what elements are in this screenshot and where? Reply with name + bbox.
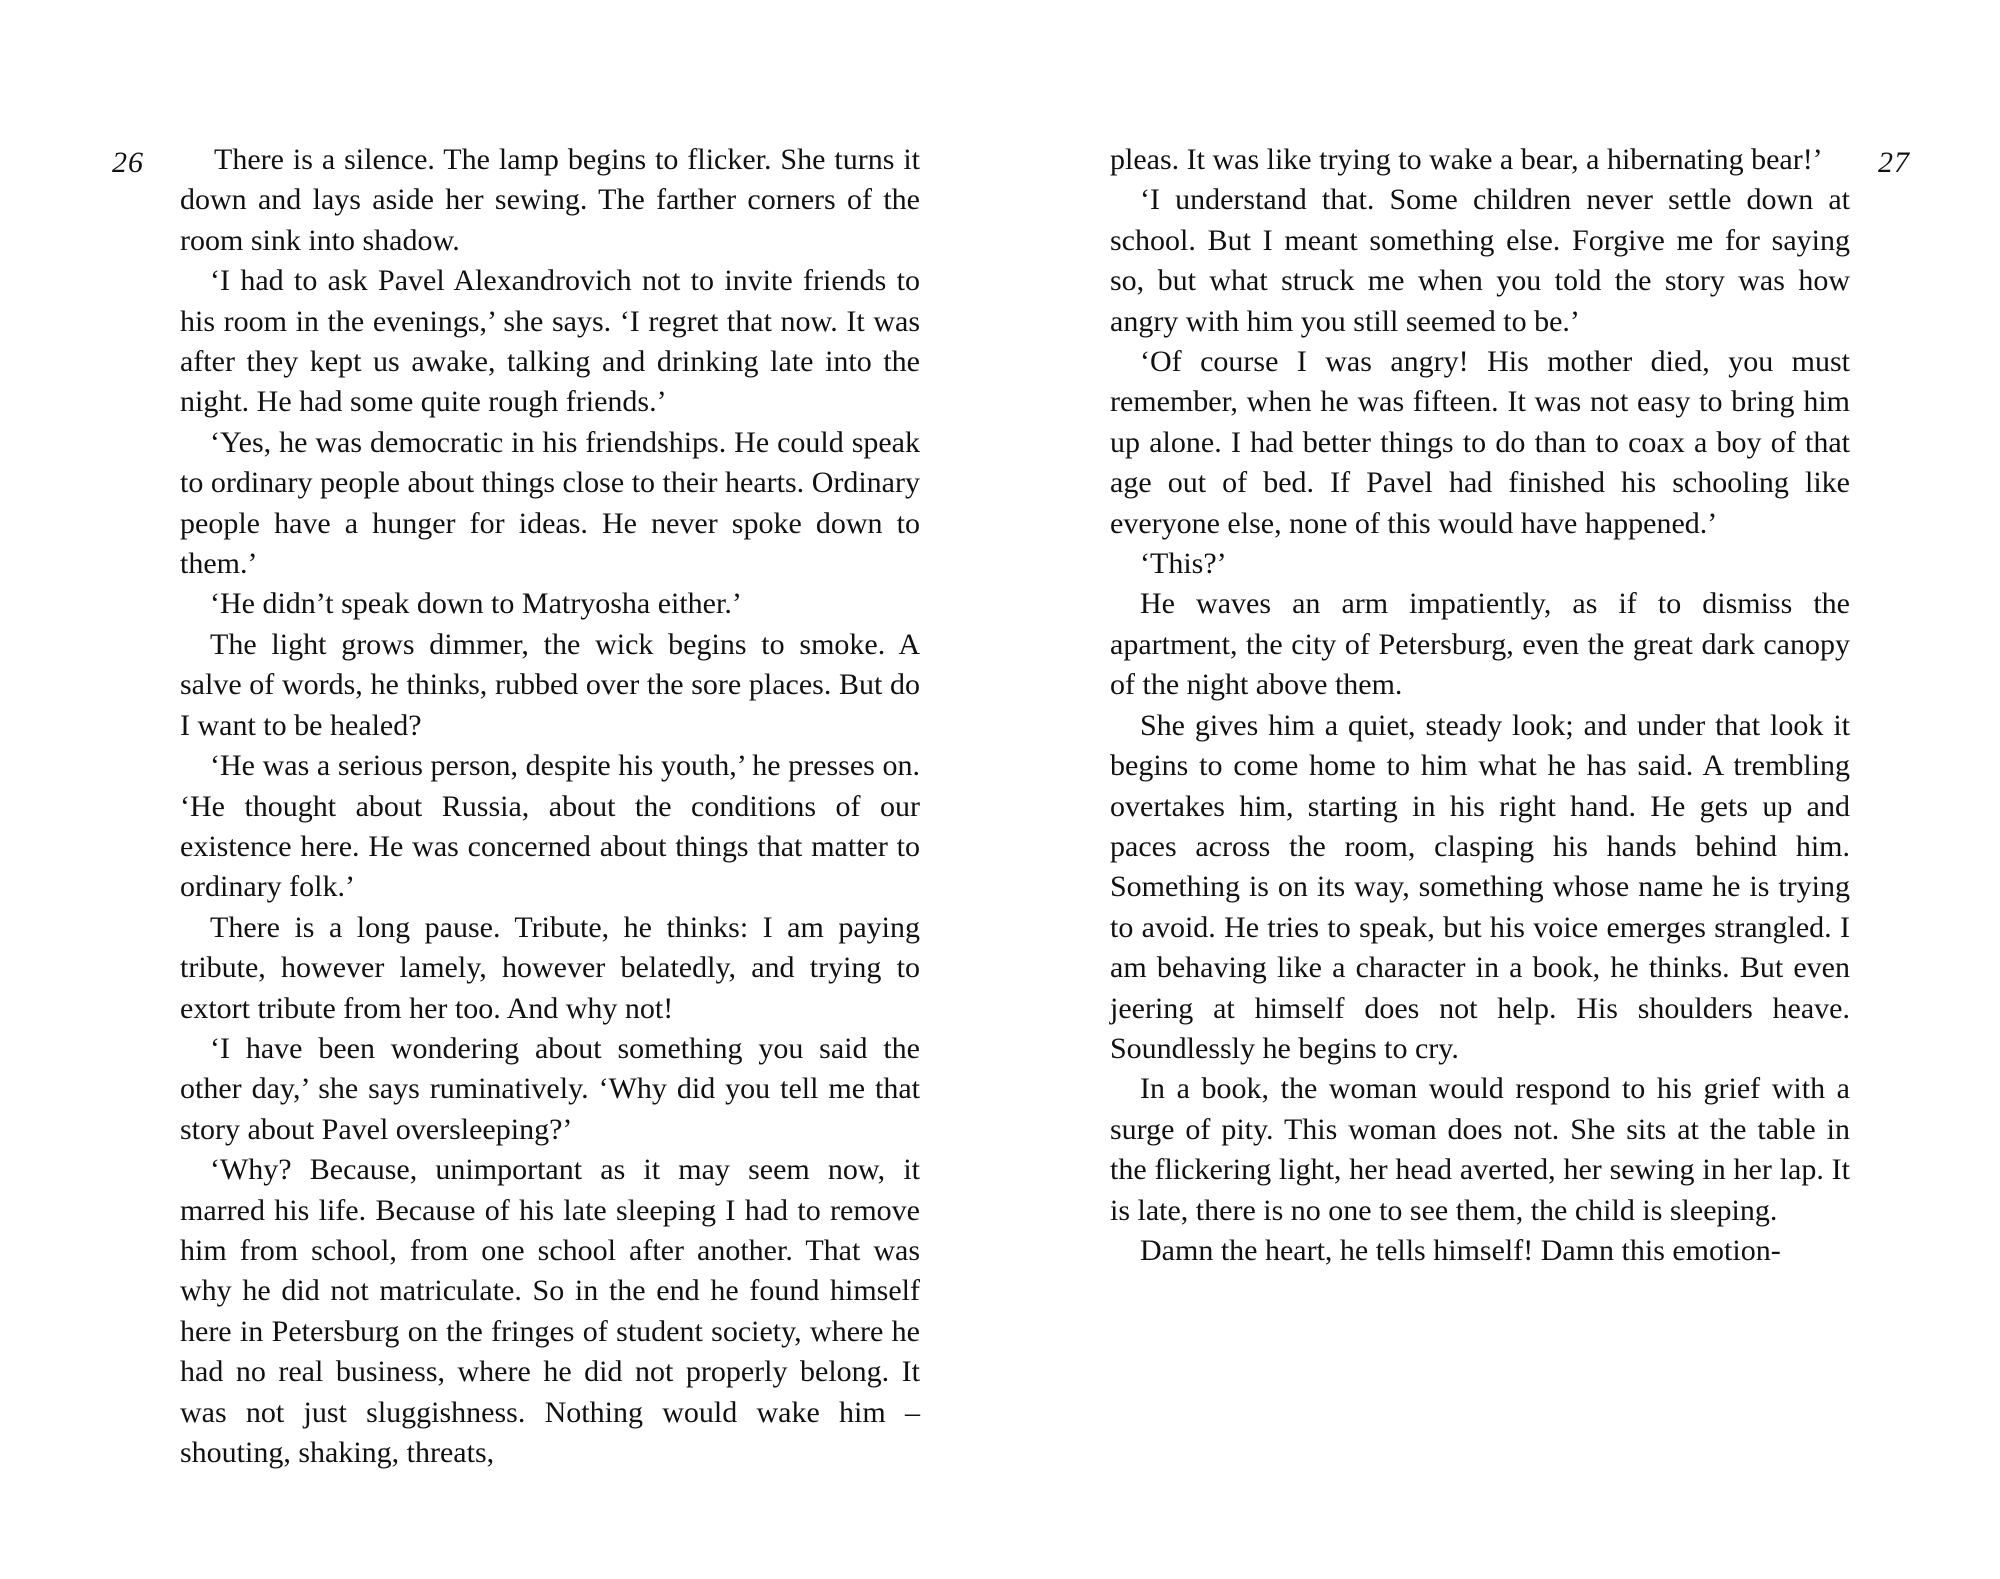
paragraph: ‘I had to ask Pavel Alexandrovich not to invite friends to his room in the evenings,’ she says. ‘I regret that now. It was after they kept us awake, talking and drinking late into the night. He had some quite rough friends.’: [180, 264, 920, 419]
paragraph: There is a silence. The lamp begins to flicker. She turns it down and lays aside her sewing. The farther corners of the room sink into shadow.: [180, 143, 920, 257]
paragraph: ‘He was a serious person, despite his youth,’ he presses on. ‘He thought about Russia, about the conditions of our existence here. He was concerned about things that matter to ordinary folk.’: [180, 749, 920, 904]
right-page-text: [1110, 140, 1850, 1271]
page-number-right: 27: [1878, 146, 1910, 179]
paragraph: There is a long pause. Tribute, he thinks: I am paying tribute, however lamely, however belatedly, and trying to extort tribute from her too. And why not!: [180, 910, 920, 1025]
paragraph: ‘I understand that. Some children never settle down at school. But I meant something else. Forgive me for saying so, but what struck me when you told the story was how angry with him you still seemed to be.’: [1110, 183, 1850, 338]
paragraph: ‘Of course I was angry! His mother died, you must remember, when he was fifteen. It was not easy to bring him up alone. I had better things to do than to coax a boy of that age out of bed. If Pavel had finished his schooling like everyone else, none of this would have happened.’: [1110, 345, 1850, 540]
paragraph: Damn the heart, he tells himself! Damn this emotion-: [1140, 1233, 1781, 1267]
paragraph: pleas. It was like trying to wake a bear, a hibernating bear!’: [1110, 143, 1823, 176]
paragraph: ‘Why? Because, unimportant as it may seem now, it marred his life. Because of his late sleeping I had to remove him from school, from one school after another. That was why he did not matriculate. So in the end he found himself here in Petersburg on the fringes of student society, where he had no real business, where he did not properly belong. It was not just sluggishness. Nothing would wake him – shouting, shaking, threats,: [180, 1153, 920, 1469]
paragraph: He waves an arm impatiently, as if to dismiss the apartment, the city of Petersburg, even the great dark canopy of the night above them.: [1110, 587, 1850, 702]
paragraph: In a book, the woman would respond to his grief with a surge of pity. This woman does not. She sits at the table in the flickering light, her head averted, her sewing in her lap. It is late, there is no one to see them, the child is sleeping.: [1110, 1072, 1850, 1227]
page-number-left: 26: [112, 146, 144, 179]
paragraph: The light grows dimmer, the wick begins to smoke. A salve of words, he thinks, rubbed over the sore places. But do I want to be healed?: [180, 627, 920, 742]
paragraph: ‘Yes, he was democratic in his friendships. He could speak to ordinary people about things close to their hearts. Ordinary people have a hunger for ideas. He never spoke down to them.’: [180, 425, 920, 581]
paragraph: ‘This?’: [1140, 547, 1227, 581]
paragraph: ‘I have been wondering about something you said the other day,’ she says ruminatively. ‘Why did you tell me that story about Pavel oversleeping?’: [180, 1031, 920, 1146]
left-page-text: [180, 140, 920, 1473]
paragraph: ‘He didn’t speak down to Matryosha either.’: [210, 587, 742, 621]
paragraph: She gives him a quiet, steady look; and under that look it begins to come home to him what he has said. A trembling overtakes him, starting in his right hand. He gets up and paces across the room, clasping his hands behind him. Something is on its way, something whose name he is trying to avoid. He tries to speak, but his voice emerges strangled. I am behaving like a character in a book, he thinks. But even jeering at himself does not help. His shoulders heave. Soundlessly he begins to cry.: [1110, 708, 1850, 1065]
